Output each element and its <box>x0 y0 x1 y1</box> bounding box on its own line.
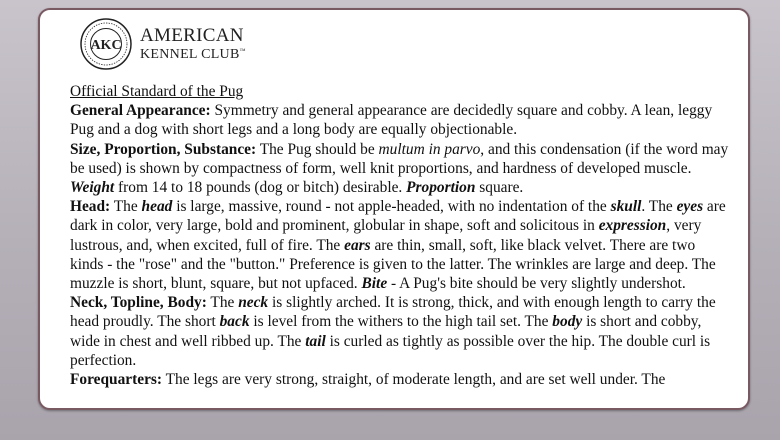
akc-wordmark <box>140 26 246 62</box>
keyword: head <box>141 198 173 216</box>
section-text: is slightly arched. It is strong, thick, and with enough length to carry the head proudly. The short <box>70 294 716 331</box>
section-text: . The <box>641 198 677 216</box>
section-size-proportion-substance <box>70 140 730 198</box>
section-text: are dark in color, very large, bold and prominent, globular in shape, soft and solicitous in <box>70 198 726 235</box>
section-text: are thin, small, soft, like black velvet. There are two kinds - the "rose" and the "button." Preference is given to the latter. The wrinkles are large and deep. The muzzle is short, blunt, square, but not upfaced. <box>70 236 716 293</box>
section-text: Symmetry and general appearance are decidedly square and cobby. A lean, leggy Pug and a dog with short legs and a long body are equally objectionable. <box>70 102 713 139</box>
italic-term: multum in parvo <box>378 140 481 158</box>
section-text: The <box>206 294 239 312</box>
akc-seal-icon <box>80 18 132 70</box>
keyword: Proportion <box>406 179 476 197</box>
document-title: Official Standard of the Pug <box>70 83 244 100</box>
section-head <box>70 197 730 293</box>
section-heading: Forequarters: <box>70 371 163 389</box>
section-text: The legs are very strong, straight, of moderate length, and are set well under. The <box>162 371 666 389</box>
section-text: from 14 to 18 pounds (dog or bitch) desirable. <box>114 179 407 197</box>
standard-document <box>70 82 730 389</box>
keyword: back <box>219 313 250 331</box>
keyword: skull <box>610 198 642 216</box>
section-text: is short and cobby, wide in chest and well ribbed up. The <box>70 313 702 350</box>
brand-name-line1: AMERICAN <box>140 25 244 46</box>
section-heading: Size, Proportion, Substance: <box>70 140 257 158</box>
brand-name-line2: KENNEL CLUB <box>140 47 240 62</box>
section-text: - A Pug's bite should be very slightly undershot. <box>387 275 686 293</box>
akc-seal-text: AKC <box>90 38 122 53</box>
keyword: expression <box>598 217 667 235</box>
keyword: Bite <box>361 275 388 293</box>
keyword: neck <box>238 294 269 312</box>
section-general-appearance <box>70 101 730 139</box>
section-heading: Head: <box>70 198 111 216</box>
section-text: is large, massive, round - not apple-headed, with no indentation of the <box>172 198 611 216</box>
akc-logo <box>80 14 246 74</box>
section-text: The <box>110 198 142 216</box>
section-heading: General Appearance: <box>70 102 211 120</box>
keyword: tail <box>305 332 326 350</box>
section-neck-topline-body <box>70 293 730 370</box>
trademark-mark: ™ <box>239 48 246 55</box>
section-forequarters <box>70 370 730 389</box>
keyword: Weight <box>70 179 115 197</box>
section-text: is curled as tightly as possible over the hip. The double curl is perfection. <box>70 332 711 369</box>
section-text: , very lustrous, and, when excited, full of fire. The <box>70 217 702 254</box>
keyword: body <box>552 313 583 331</box>
section-text: square. <box>475 179 524 197</box>
document-card <box>38 8 750 410</box>
keyword: eyes <box>676 198 704 216</box>
keyword: ears <box>344 236 371 254</box>
section-text: , and this condensation (if the word may be used) is shown by compactness of form, well knit proportions, and hardness of developed muscle. <box>70 140 729 177</box>
section-text: is level from the withers to the high tail set. The <box>249 313 553 331</box>
section-heading: Neck, Topline, Body: <box>70 294 207 312</box>
section-text: The Pug should be <box>256 140 379 158</box>
